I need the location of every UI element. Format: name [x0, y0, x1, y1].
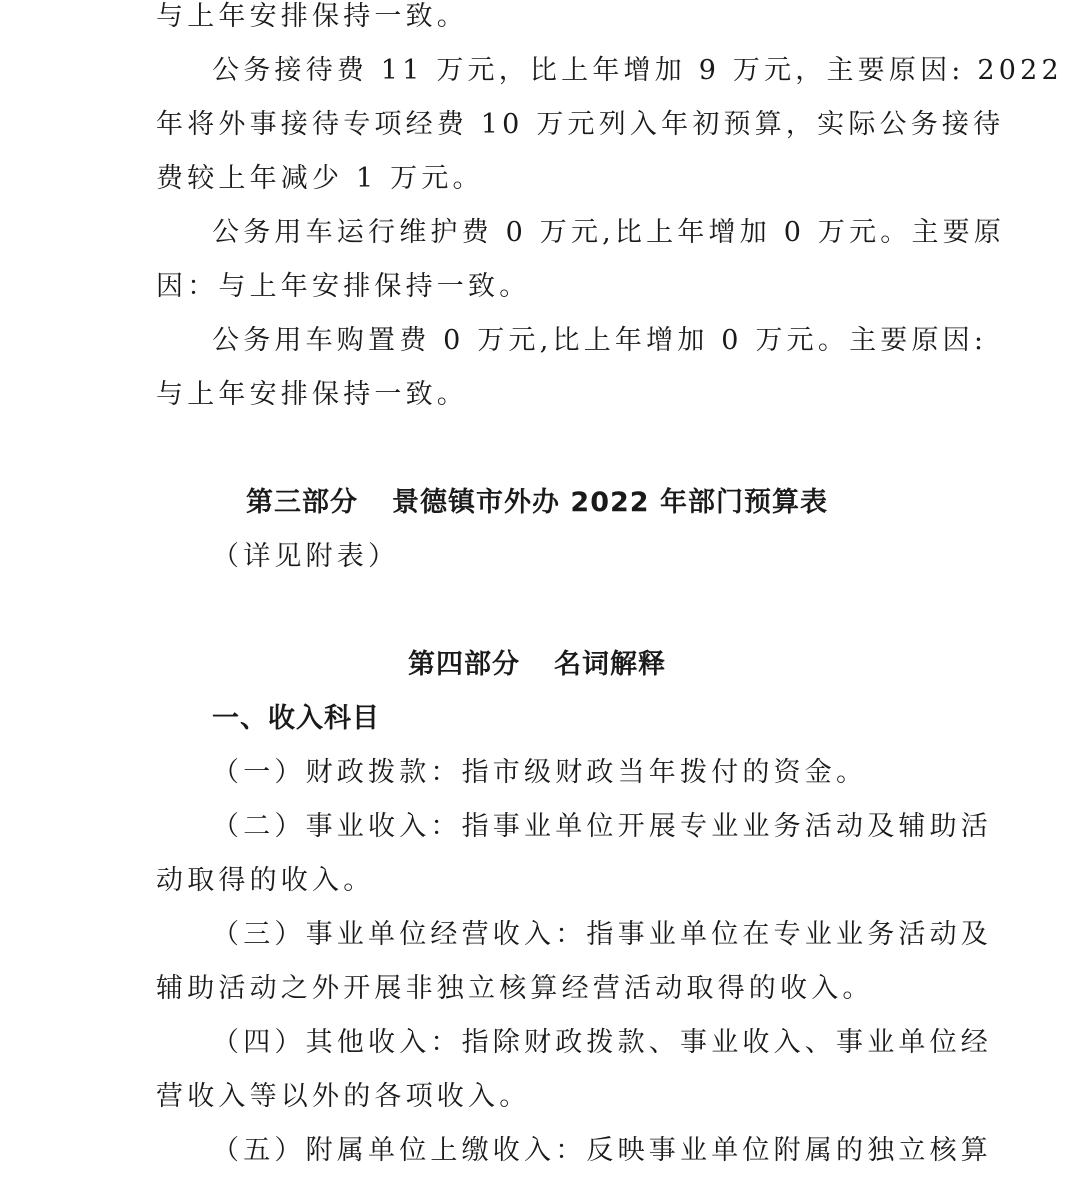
- body-line: 费较上年减少 1 万元。: [156, 163, 484, 194]
- part4-label: 第四部分: [408, 649, 520, 680]
- part4-title: 名词解释: [554, 649, 666, 680]
- part3-label: 第三部分: [246, 487, 359, 518]
- part3-title: 景德镇市外办 2022 年部门预算表: [392, 487, 828, 518]
- definition-line: 动取得的收入。: [156, 865, 375, 896]
- definition-line: 辅助活动之外开展非独立核算经营活动取得的收入。: [156, 973, 874, 1004]
- body-line: 公务用车购置费 0 万元,比上年增加 0 万元。主要原因:: [212, 325, 988, 356]
- section1-heading: 一、收入科目: [212, 703, 380, 734]
- part3-heading: [0, 486, 1074, 520]
- definition-line: （五）附属单位上缴收入：反映事业单位附属的独立核算: [212, 1135, 992, 1166]
- definition-line: （二）事业收入：指事业单位开展专业业务活动及辅助活: [212, 811, 992, 842]
- part4-heading: [0, 648, 1074, 682]
- body-line: 公务接待费 11 万元，比上年增加 9 万元，主要原因: 2022: [212, 55, 1063, 86]
- body-line: 年将外事接待专项经费 10 万元列入年初预算，实际公务接待: [156, 109, 1005, 140]
- definition-line: 营收入等以外的各项收入。: [156, 1081, 531, 1112]
- body-line: 与上年安排保持一致。: [156, 1, 468, 32]
- body-line: 与上年安排保持一致。: [156, 379, 468, 410]
- definition-line: （三）事业单位经营收入：指事业单位在专业业务活动及: [212, 919, 992, 950]
- part3-note: （详见附表）: [212, 541, 400, 572]
- definition-line: （四）其他收入：指除财政拨款、事业收入、事业单位经: [212, 1027, 992, 1058]
- definition-line: （一）财政拨款：指市级财政当年拨付的资金。: [212, 757, 868, 788]
- body-line: 公务用车运行维护费 0 万元,比上年增加 0 万元。主要原: [212, 217, 1006, 248]
- body-line: 因：与上年安排保持一致。: [156, 271, 531, 302]
